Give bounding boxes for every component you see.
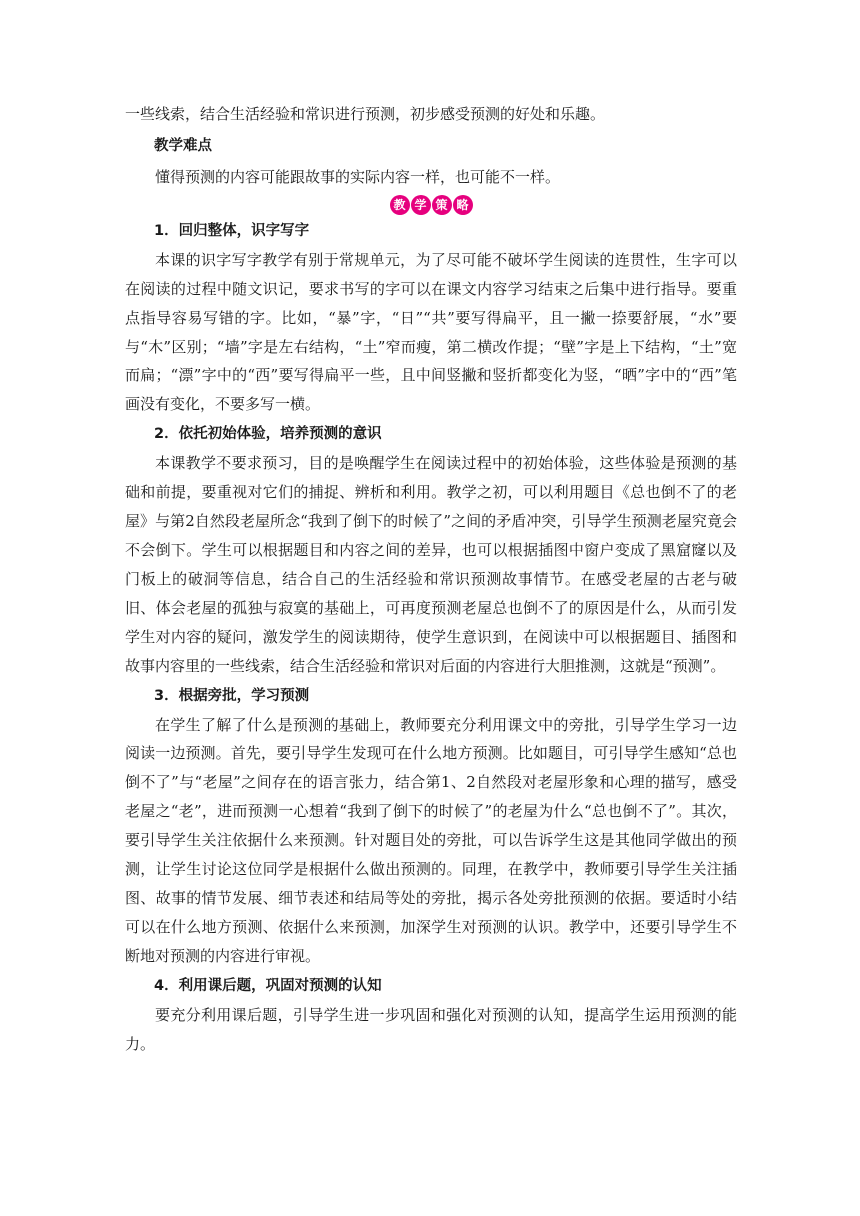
- section-heading-4: 4．利用课后题，巩固对预测的认知: [154, 977, 382, 994]
- section-paragraph-4: 要充分利用课后题，引导学生进一步巩固和强化对预测的认知，提高学生运用预测的能力。: [125, 1005, 737, 1053]
- badge-char: 学: [411, 195, 431, 215]
- section-paragraph-2: 本课教学不要求预习，目的是唤醒学生在阅读过程中的初始体验，这些体验是预测的基础和前提，要重视对它们的捕捉、辨析和利用。教学之初，可以利用题目《总也倒不了的老屋》与第2自然段老屋所念“我到了倒下的时候了”之间的矛盾冲突，引导学生预测老屋究竟会不会倒下。学生可以根据题目和内容之间的差异，也可以根据插图中窗户变成了黑窟窿以及门板上的破洞等信息，结合自己的生活经验和常识预测故事情节。在感受老屋的古老与破旧、体会老屋的孤独与寂寞的基础上，可再度预测老屋总也倒不了的原因是什么，从而引发学生对内容的疑问，激发学生的阅读期待，使学生意识到，在阅读中可以根据题目、插图和故事内容里的一些线索，结合生活经验和常识对后面的内容进行大胆推测，这就是“预测”。: [125, 454, 737, 675]
- section-heading-3: 3．根据旁批，学习预测: [154, 687, 310, 704]
- document-page: [125, 100, 737, 1058]
- difficulty-text: 懂得预测的内容可能跟故事的实际内容一样，也可能不一样。: [155, 167, 561, 186]
- section-heading-1: 1．回归整体，识字写字: [154, 222, 310, 239]
- badge-char: 略: [453, 195, 473, 215]
- teaching-strategy-badge: [125, 192, 737, 216]
- section-heading-2: 2．依托初始体验，培养预测的意识: [154, 426, 382, 443]
- difficulty-heading: 教学难点: [154, 137, 212, 154]
- section-paragraph-1: 本课的识字写字教学有别于常规单元，为了尽可能不破坏学生阅读的连贯性，生字可以在阅读的过程中随文识记，要求书写的字可以在课文内容学习结束之后集中进行指导。要重点指导容易写错的字。比如，“暴”字，“日”“共”要写得扁平，且一撇一捺要舒展，“水”要与“木”区别；“墙”字是左右结构，“土”窄而瘦，第二横改作提；“壁”字是上下结构，“土”宽而扁；“漂”字中的“西”要写得扁平一些，且中间竖撇和竖折都变化为竖，“晒”字中的“西”笔画没有变化，不要多写一横。: [125, 250, 737, 414]
- badge-char: 教: [390, 195, 410, 215]
- badge-char: 策: [432, 195, 452, 215]
- section-paragraph-3: 在学生了解了什么是预测的基础上，教师要充分利用课文中的旁批，引导学生学习一边阅读一边预测。首先，要引导学生发现可在什么地方预测。比如题目，可引导学生感知“总也倒不了”与“老屋”之间存在的语言张力，结合第1、2自然段对老屋形象和心理的描写，感受老屋之“老”，进而预测一心想着“我到了倒下的时候了”的老屋为什么“总也倒不了”。其次，要引导学生关注依据什么来预测。针对题目处的旁批，可以告诉学生这是其他同学做出的预测，让学生讨论这位同学是根据什么做出预测的。同理，在教学中，教师要引导学生关注插图、故事的情节发展、细节表述和结局等处的旁批，揭示各处旁批预测的依据。要适时小结可以在什么地方预测、依据什么来预测，加深学生对预测的认识。教学中，还要引导学生不断地对预测的内容进行审视。: [125, 715, 737, 965]
- intro-tail-paragraph: 一些线索，结合生活经验和常识进行预测，初步感受预测的好处和乐趣。: [125, 105, 606, 123]
